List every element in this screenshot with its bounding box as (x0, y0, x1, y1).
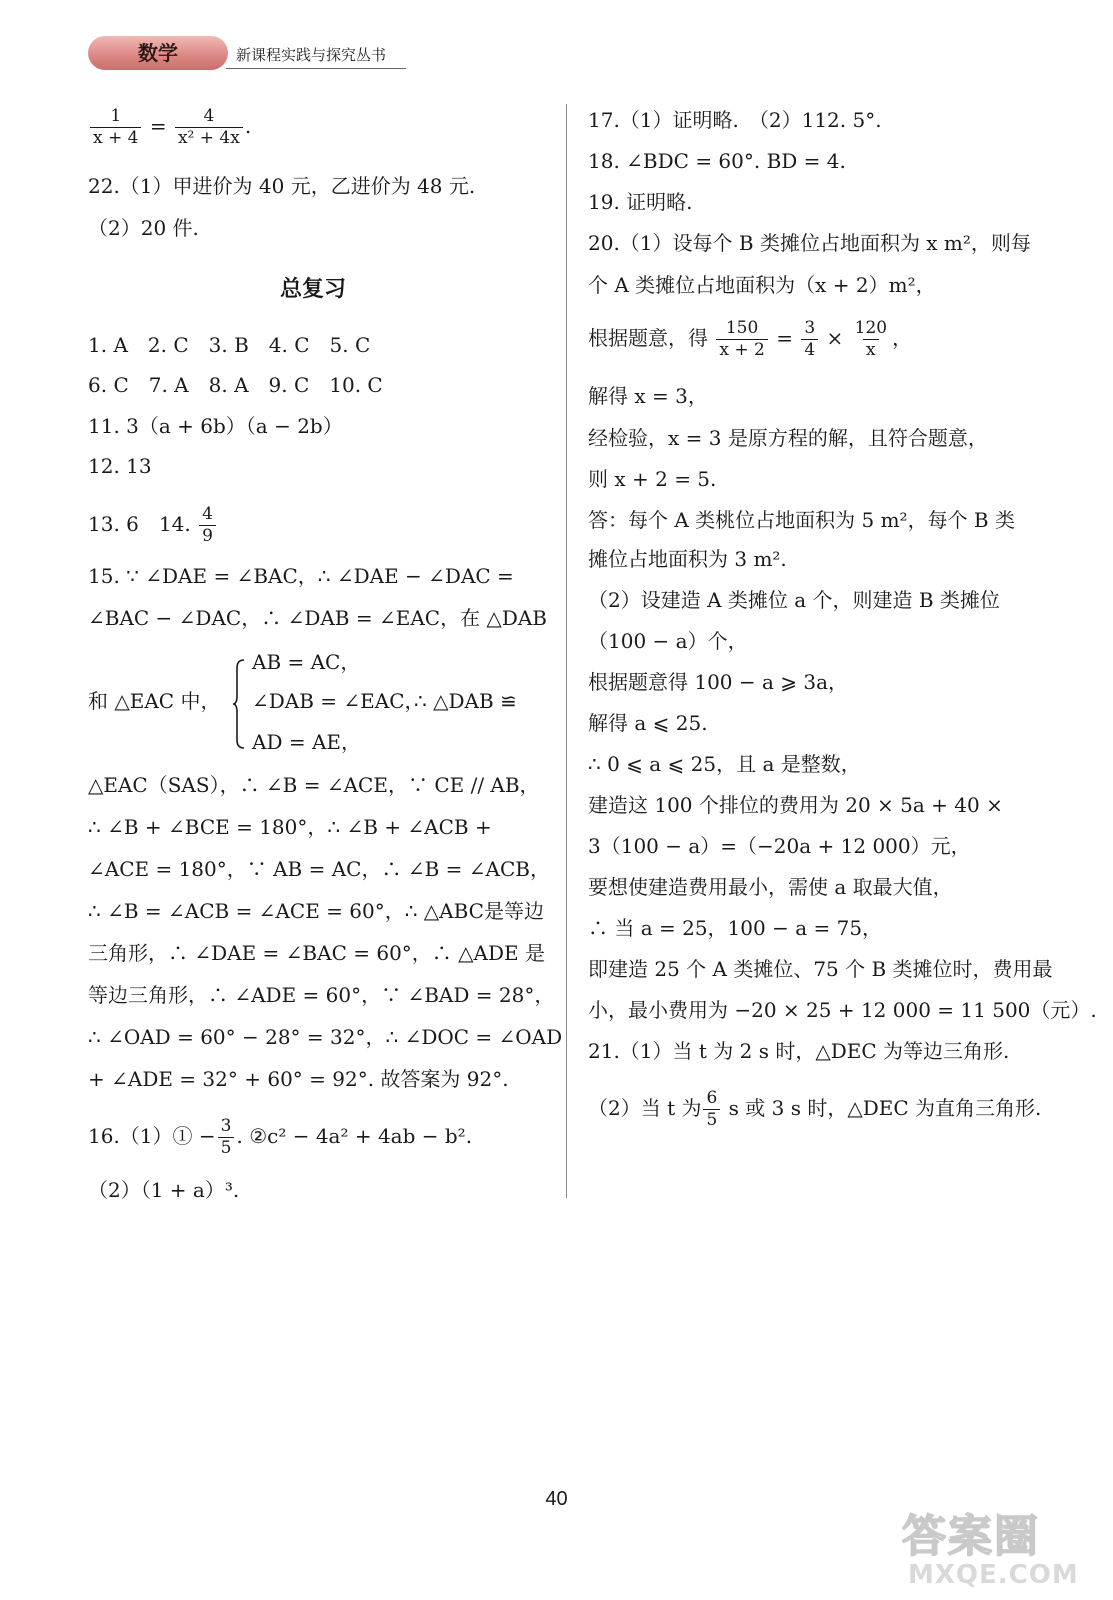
column-divider (566, 104, 567, 1198)
answer-20-line: 即建造 25 个 A 类摊位、75 个 B 类摊位时，费用最 (588, 957, 1053, 981)
answer-21-2: （2）当 t 为 $\frac{6}{5}$ s 或 3 s 时，△DEC 为直角三角形. (588, 1088, 1042, 1130)
answer-18: 18. ∠BDC = 60°. BD = 4. (588, 149, 846, 173)
answer-20-line: 要想使建造费用最小，需使 a 取最大值， (588, 875, 953, 899)
answer-20-line: 根据题意得 100 − a ⩾ 3a， (588, 670, 849, 694)
page-number: 40 (545, 1488, 568, 1510)
fraction: $\frac{150}{x + 2}$ (716, 318, 767, 361)
watermark-text: 答案圈 (902, 1511, 1040, 1562)
fraction: $\frac{1}{x + 4}$ (90, 106, 141, 149)
answer-15-line: + ∠ADE = 32° + 60° = 92°. 故答案为 92°. (88, 1067, 509, 1091)
subject-tag (88, 36, 228, 70)
section-heading: 总复习 (279, 277, 346, 302)
system-eq-1: AB = AC， (252, 650, 361, 674)
answer-15-line: 等边三角形，∴ ∠ADE = 60°，∵ ∠BAD = 28°， (88, 983, 555, 1007)
system-eq-2: ∠DAB = ∠EAC， (252, 689, 425, 713)
answer-15-line: ∴ ∠B + ∠BCE = 180°，∴ ∠B + ∠ACB + (88, 815, 492, 839)
answer-20-line: 3（100 − a）=（−20a + 12 000）元， (588, 834, 971, 858)
equation-line: $\frac{1}{x + 4}$ = $\frac{4}{\text{x² + 4x}}$ . (88, 106, 251, 149)
fraction: $\frac{6}{5}$ (703, 1088, 720, 1131)
answer-20-line: 解得 x = 3， (588, 384, 708, 408)
subject-tag-label: 数学 (138, 41, 178, 65)
fraction: $\frac{4}{9}$ (199, 504, 216, 547)
answer-15-line: ∠ACE = 180°，∵ AB = AC，∴ ∠B = ∠ACB， (88, 857, 550, 881)
answer-16-2: （2）（1 + a）³. (88, 1178, 240, 1202)
answer-11: 11. 3（a + 6b）（a − 2b） (88, 414, 343, 438)
system-brace (232, 658, 246, 750)
watermark-url: MXQE.COM (908, 1560, 1079, 1590)
answer-15-line: ∴ ∠OAD = 60° − 28° = 32°，∴ ∠DOC = ∠OAD (88, 1025, 563, 1049)
answer-20-line: 经检验，x = 3 是原方程的解，且符合题意， (588, 426, 988, 450)
answer-13-14: 13. 6 14. $\frac{4}{9}$ (88, 504, 218, 547)
fraction: $\frac{120}{x}$ (854, 318, 888, 360)
fraction: $\frac{4}{\text{x² + 4x}}$ (175, 106, 243, 149)
system-conclusion: ∴ △DAB ≌ (414, 689, 517, 713)
answer-22-1: 22.（1）甲进价为 40 元，乙进价为 48 元. (88, 174, 476, 198)
book-series-title: 新课程实践与探究丛书 (236, 46, 387, 64)
answer-20-line: 建造这 100 个排位的费用为 20 × 5a + 40 × (588, 793, 1003, 817)
answer-20-line: ∴ 当 a = 25，100 − a = 75， (588, 916, 883, 940)
answer-20-equation: 根据题意，得 $\frac{150}{x + 2}$ = $\frac{3}{4}$ × $\frac{120}{x}$ ， (588, 318, 913, 360)
answer-20-line: 答：每个 A 类桃位占地面积为 5 m²，每个 B 类 (588, 508, 1015, 532)
system-eq-3: AD = AE， (252, 730, 361, 754)
answer-22-2: （2）20 件. (88, 216, 199, 240)
answer-20-line: （100 − a）个， (588, 629, 748, 653)
answer-16-1: 16.（1）① − $\frac{3}{5}$ . ②c² − 4a² + 4ab − b². (88, 1116, 473, 1158)
answer-15-line: 15. ∵ ∠DAE = ∠BAC，∴ ∠DAE − ∠DAC = (88, 564, 514, 588)
answer-15-line: ∠BAC − ∠DAC，∴ ∠DAB = ∠EAC，在 △DAB (88, 606, 547, 630)
answer-20-line: 则 x + 2 = 5. (588, 467, 717, 491)
answer-21-1: 21.（1）当 t 为 2 s 时，△DEC 为等边三角形. (588, 1039, 1010, 1063)
answer-15-line: △EAC（SAS），∴ ∠B = ∠ACE，∵ CE // AB， (88, 773, 540, 797)
answer-15-and: 和 △EAC 中， (88, 689, 221, 713)
answer-20-line: 个 A 类摊位占地面积为（x + 2）m²， (588, 273, 936, 297)
answer-12: 12. 13 (88, 454, 152, 478)
answer-20-line: 20.（1）设每个 B 类摊位占地面积为 x m²，则每 (588, 231, 1031, 255)
answer-20-line: 小，最小费用为 −20 × 25 + 12 000 = 11 500（元）. (588, 998, 1097, 1022)
fraction: $\frac{3}{4}$ (801, 318, 818, 361)
fraction: $\frac{3}{5}$ (218, 1116, 235, 1159)
answer-17: 17.（1）证明略. （2）112. 5°. (588, 108, 882, 132)
mc-answers-6-10: 6. C 7. A 8. A 9. C 10. C (88, 373, 383, 397)
answer-20-line: （2）设建造 A 类摊位 a 个，则建造 B 类摊位 (588, 588, 1000, 612)
watermark-logo (902, 1500, 1098, 1596)
answer-20-line: 解得 a ⩽ 25. (588, 711, 708, 735)
answer-20-line: ∴ 0 ⩽ a ⩽ 25，且 a 是整数， (588, 752, 861, 776)
answer-15-line: 三角形，∴ ∠DAE = ∠BAC = 60°，∴ △ADE 是 (88, 941, 545, 965)
answer-20-line: 摊位占地面积为 3 m². (588, 547, 787, 571)
answer-15-line: ∴ ∠B = ∠ACB = ∠ACE = 60°，∴ △ABC是等边 (88, 899, 544, 923)
mc-answers-1-5: 1. A 2. C 3. B 4. C 5. C (88, 333, 371, 357)
header-underline (226, 68, 406, 69)
answer-19: 19. 证明略. (588, 190, 693, 214)
